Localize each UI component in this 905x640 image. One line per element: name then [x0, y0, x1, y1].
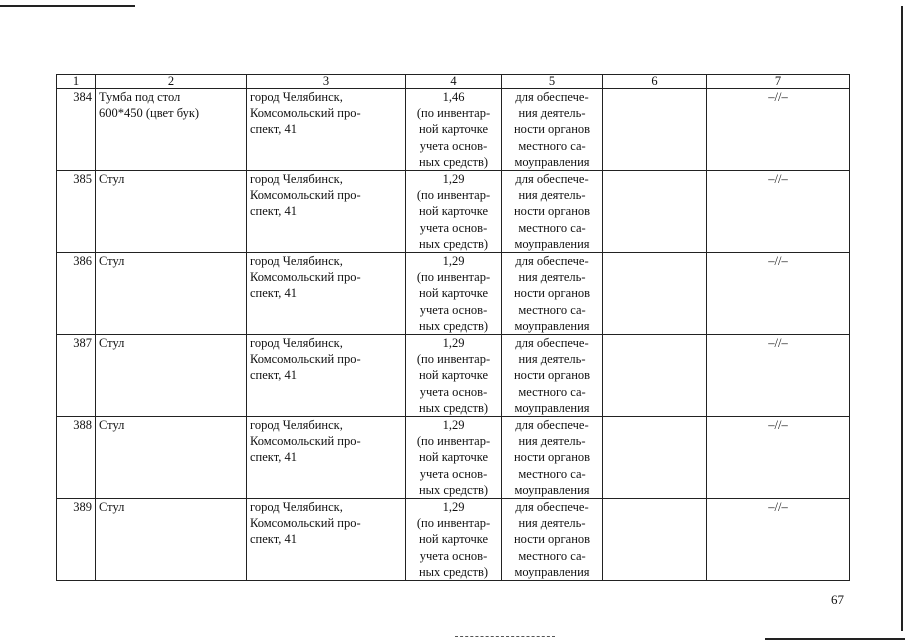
address-cell	[247, 499, 406, 581]
cell-line: ности органов	[513, 122, 591, 137]
cell-line: моуправления	[514, 400, 590, 415]
page-number: 67	[831, 592, 844, 607]
cell-line: местного са-	[518, 548, 586, 563]
purpose-cell	[502, 417, 603, 499]
table-row	[57, 417, 850, 499]
cell-line: местного са-	[518, 138, 586, 153]
cell-line: Комсомольский про-	[250, 516, 361, 531]
cell-line: 1,29	[442, 418, 465, 433]
scan-edge-right	[901, 6, 903, 631]
cell-line: ной карточке	[418, 204, 489, 219]
cell-line: Комсомольский про-	[250, 352, 361, 367]
cell-line: ния деятель-	[518, 188, 586, 203]
cell-line: учета основ-	[419, 384, 488, 399]
cell-line: Тумба под стол	[99, 90, 181, 104]
cell-line: местного са-	[518, 466, 586, 481]
row-number-cell: 384	[57, 89, 96, 171]
column-7-cell: –//–	[707, 417, 850, 499]
cell-line: учета основ-	[419, 548, 488, 563]
cell-line: ных средств)	[418, 154, 489, 169]
cell-line: ных средств)	[418, 236, 489, 251]
cell-line: (по инвентар-	[416, 270, 491, 285]
cell-line: (по инвентар-	[416, 434, 491, 449]
row-number-cell: 385	[57, 171, 96, 253]
cell-line: город Челябинск,	[250, 336, 343, 351]
table-row	[57, 253, 850, 335]
cell-line: Комсомольский про-	[250, 188, 361, 203]
cell-line: 1,29	[442, 500, 465, 515]
cell-line: для обеспече-	[515, 500, 589, 515]
cell-line: ных средств)	[418, 564, 489, 579]
cell-line: спект, 41	[250, 450, 297, 465]
cell-line: ной карточке	[418, 368, 489, 383]
cost-cell	[406, 335, 502, 417]
cell-line: моуправления	[514, 154, 590, 169]
column-header: 2	[96, 75, 247, 89]
cell-line: 1,29	[442, 172, 465, 187]
cell-line: ности органов	[513, 450, 591, 465]
column-header: 4	[406, 75, 502, 89]
purpose-cell	[502, 499, 603, 581]
cell-line: город Челябинск,	[250, 172, 343, 187]
cell-line: ния деятель-	[518, 516, 586, 531]
cell-line: для обеспече-	[515, 418, 589, 433]
cell-line: Комсомольский про-	[250, 270, 361, 285]
cost-cell	[406, 253, 502, 335]
column-header: 5	[502, 75, 603, 89]
cell-line: ных средств)	[418, 400, 489, 415]
cell-line: спект, 41	[250, 286, 297, 301]
cell-line: ности органов	[513, 286, 591, 301]
cell-line: учета основ-	[419, 466, 488, 481]
cell-line: ной карточке	[418, 122, 489, 137]
column-7-cell: –//–	[707, 253, 850, 335]
address-cell	[247, 89, 406, 171]
table-header	[57, 75, 850, 89]
cell-line: 1,29	[442, 254, 465, 269]
cell-line: ния деятель-	[518, 106, 586, 121]
cell-line: Стул	[99, 500, 125, 515]
cell-line: (по инвентар-	[416, 352, 491, 367]
column-header: 7	[707, 75, 850, 89]
table-row	[57, 499, 850, 581]
scan-edge-bottom	[455, 636, 555, 637]
cell-line: Стул	[99, 172, 125, 187]
cell-line: 1,29	[442, 336, 465, 351]
column-7-cell: –//–	[707, 89, 850, 171]
cell-line: 1,46	[442, 90, 465, 104]
address-cell	[247, 335, 406, 417]
cell-line: для обеспече-	[515, 336, 589, 351]
cell-line: моуправления	[514, 318, 590, 333]
table-row	[57, 171, 850, 253]
row-number-cell: 386	[57, 253, 96, 335]
cell-line: учета основ-	[419, 138, 488, 153]
cell-line: для обеспече-	[515, 254, 589, 269]
cell-line: местного са-	[518, 302, 586, 317]
item-name-cell	[96, 89, 247, 171]
cell-line: ности органов	[513, 204, 591, 219]
cell-line: ности органов	[513, 368, 591, 383]
cell-line: спект, 41	[250, 122, 297, 137]
address-cell	[247, 417, 406, 499]
table-body	[57, 89, 850, 581]
address-cell	[247, 171, 406, 253]
cell-line: местного са-	[518, 220, 586, 235]
purpose-cell	[502, 171, 603, 253]
cell-line: ния деятель-	[518, 434, 586, 449]
cell-line: спект, 41	[250, 532, 297, 547]
cell-line: ния деятель-	[518, 352, 586, 367]
column-6-cell	[603, 253, 707, 335]
cell-line: Стул	[99, 254, 125, 269]
column-7-cell: –//–	[707, 171, 850, 253]
header-row	[57, 75, 850, 89]
cell-line: Стул	[99, 418, 125, 433]
cell-line: спект, 41	[250, 204, 297, 219]
cell-line: учета основ-	[419, 220, 488, 235]
cell-line: Комсомольский про-	[250, 434, 361, 449]
cell-line: моуправления	[514, 564, 590, 579]
column-6-cell	[603, 499, 707, 581]
item-name-cell	[96, 335, 247, 417]
table-row	[57, 335, 850, 417]
cell-line: спект, 41	[250, 368, 297, 383]
purpose-cell	[502, 335, 603, 417]
cell-line: для обеспече-	[515, 90, 589, 104]
cell-line: (по инвентар-	[416, 188, 491, 203]
table-row	[57, 89, 850, 171]
column-6-cell	[603, 171, 707, 253]
purpose-cell	[502, 89, 603, 171]
column-header: 1	[57, 75, 96, 89]
cost-cell	[406, 171, 502, 253]
cost-cell	[406, 417, 502, 499]
column-header: 3	[247, 75, 406, 89]
cell-line: ной карточке	[418, 532, 489, 547]
cell-line: город Челябинск,	[250, 418, 343, 433]
cell-line: моуправления	[514, 482, 590, 497]
item-name-cell	[96, 417, 247, 499]
cell-line: моуправления	[514, 236, 590, 251]
item-name-cell	[96, 171, 247, 253]
row-number-cell: 388	[57, 417, 96, 499]
cell-line: ных средств)	[418, 482, 489, 497]
column-7-cell: –//–	[707, 499, 850, 581]
cell-line: ния деятель-	[518, 270, 586, 285]
cost-cell	[406, 499, 502, 581]
row-number-cell: 387	[57, 335, 96, 417]
property-registry-table	[56, 74, 850, 581]
cell-line: 600*450 (цвет бук)	[99, 106, 200, 121]
item-name-cell	[96, 253, 247, 335]
cost-cell	[406, 89, 502, 171]
column-6-cell	[603, 417, 707, 499]
cell-line: Комсомольский про-	[250, 106, 361, 121]
cell-line: учета основ-	[419, 302, 488, 317]
scan-edge-top	[0, 5, 135, 7]
column-6-cell	[603, 89, 707, 171]
cell-line: город Челябинск,	[250, 90, 343, 104]
cell-line: ной карточке	[418, 450, 489, 465]
column-header: 6	[603, 75, 707, 89]
purpose-cell	[502, 253, 603, 335]
column-6-cell	[603, 335, 707, 417]
cell-line: ности органов	[513, 532, 591, 547]
cell-line: ных средств)	[418, 318, 489, 333]
row-number-cell: 389	[57, 499, 96, 581]
cell-line: Стул	[99, 336, 125, 351]
cell-line: (по инвентар-	[416, 106, 491, 121]
cell-line: ной карточке	[418, 286, 489, 301]
item-name-cell	[96, 499, 247, 581]
column-7-cell: –//–	[707, 335, 850, 417]
cell-line: город Челябинск,	[250, 500, 343, 515]
cell-line: местного са-	[518, 384, 586, 399]
cell-line: (по инвентар-	[416, 516, 491, 531]
cell-line: город Челябинск,	[250, 254, 343, 269]
cell-line: для обеспече-	[515, 172, 589, 187]
address-cell	[247, 253, 406, 335]
